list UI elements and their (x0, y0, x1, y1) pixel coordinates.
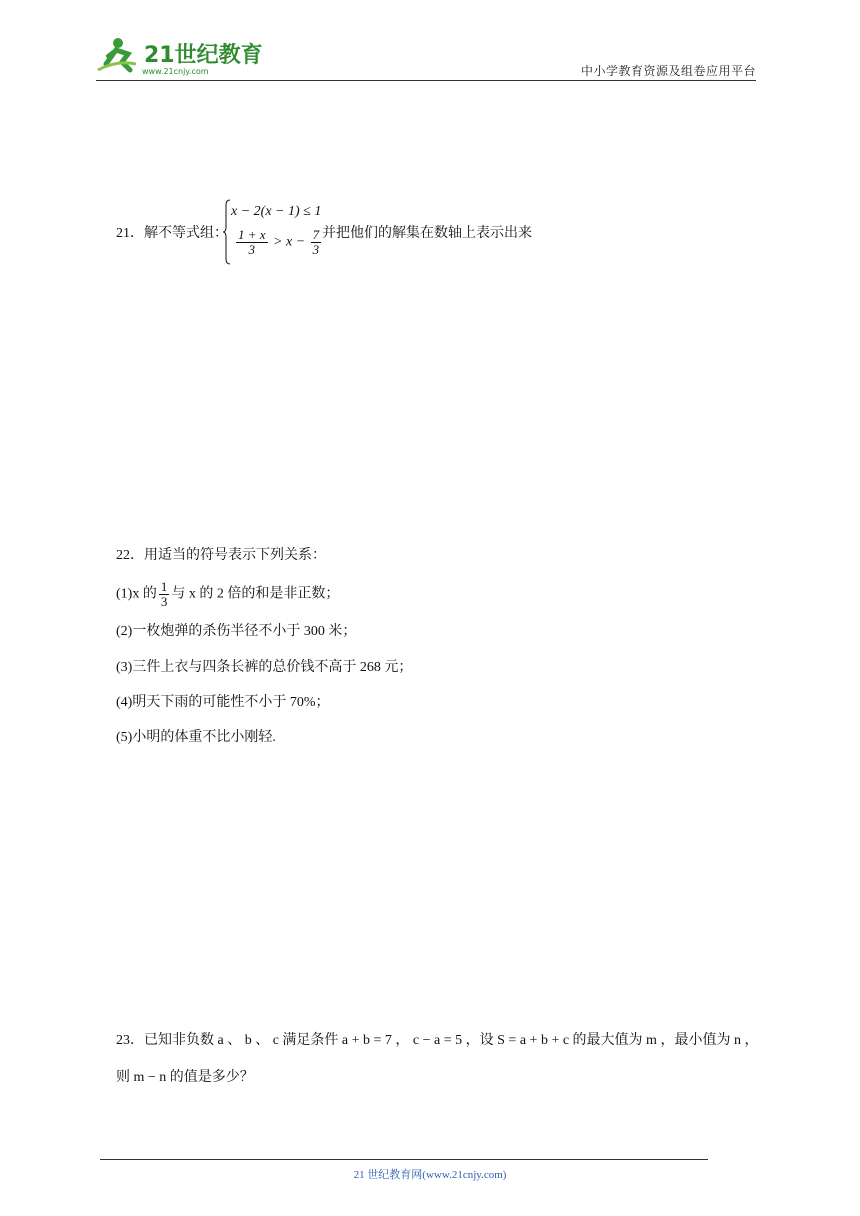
runner-icon (98, 38, 136, 70)
fraction: $\frac{7}{3}$ (312, 227, 320, 257)
q23-line-2: 则 m − n 的值是多少？ (116, 1070, 254, 1085)
logo-url: www.21cnjy.com (142, 67, 209, 76)
q22-stem: 22．用适当的符号表示下列关系： (116, 548, 326, 563)
q22-item-3: (3)三件上衣与四条长裤的总价钱不高于 268 元； (116, 660, 413, 675)
q21-suffix: 并把他们的解集在数轴上表示出来 (322, 226, 532, 241)
fraction: $\frac{1}{3}$ (160, 579, 168, 609)
header-platform-text: 中小学教育资源及组卷应用平台 (580, 64, 756, 78)
q21-prefix: 21．解不等式组： (116, 226, 228, 241)
fraction: $\frac{1 + x}{3}$ (238, 227, 266, 257)
q23-line-1: 23．已知非负数 a 、 b 、 c 满足条件 a + b = 7 ， c − a = 5 ，设 S = a + b + c 的最大值为 m ，最小值为 n ， (116, 1033, 759, 1048)
footer-divider (100, 1159, 708, 1160)
site-logo (96, 34, 266, 78)
footer-text[interactable]: 21 世纪教育网(www.21cnjy.com) (353, 1169, 507, 1181)
q22-item-1: (1)x 的 $\frac{1}{3}$ 与 x 的 2 倍的和是非正数； (116, 579, 340, 609)
header-divider (96, 80, 756, 81)
q21-inequality-2: $\frac{1 + x}{3}$ > x − $\frac{7}{3}$ (238, 227, 320, 257)
q22-item-2: (2)一枚炮弹的杀伤半径不小于 300 米； (116, 624, 357, 639)
q22-item-4: (4)明天下雨的可能性不小于 70%； (116, 695, 330, 710)
q21-inequality-1: x − 2(x − 1) ≤ 1 (231, 204, 322, 219)
brace-icon (223, 199, 231, 265)
q22-item-5: (5)小明的体重不比小刚轻. (116, 730, 276, 745)
logo-text: 21世纪教育 (144, 43, 263, 68)
